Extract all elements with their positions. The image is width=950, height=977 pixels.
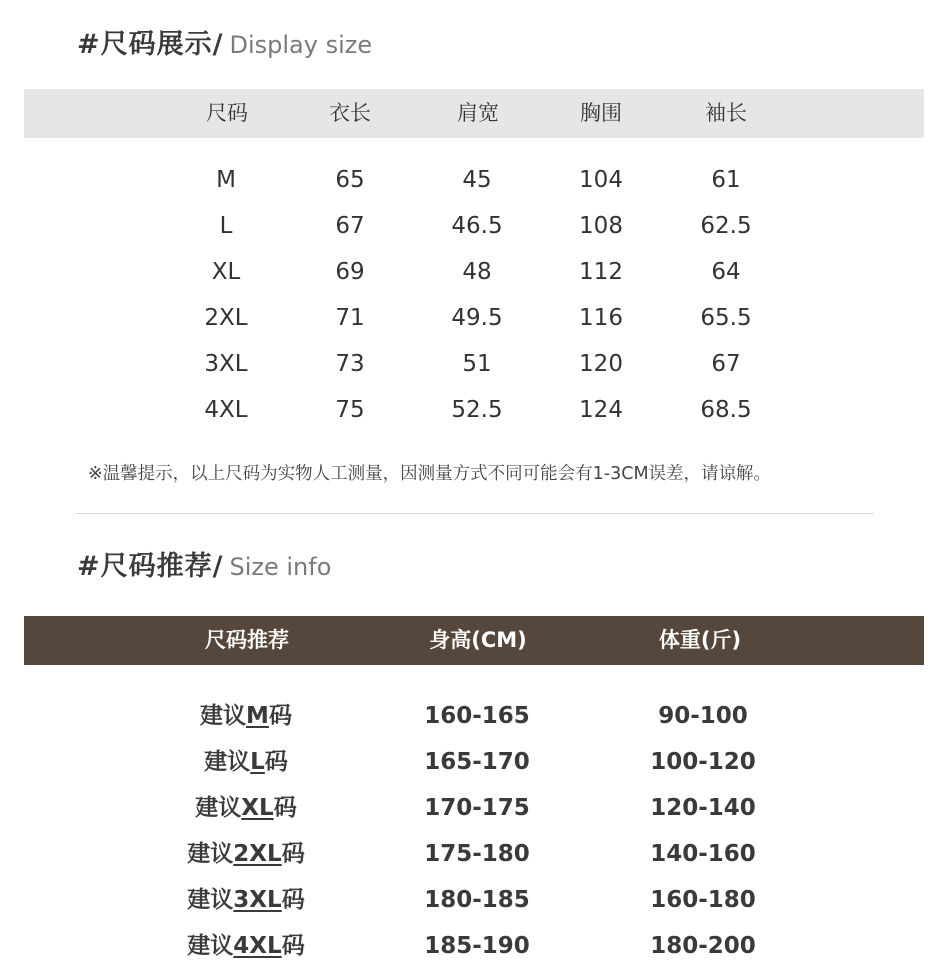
cell-size: 2XL [204, 305, 248, 331]
cell-recommend [204, 739, 288, 785]
cell-weight: 90-100 [658, 703, 748, 729]
recommend-prefix: 建议 [187, 933, 234, 959]
size-display-title-zh: #尺码展示/ [77, 29, 224, 60]
recommend-suffix: 码 [281, 933, 305, 959]
cell-height: 170-175 [424, 795, 530, 821]
cell-chest: 124 [579, 397, 623, 423]
table-row [0, 341, 950, 387]
cell-recommend [195, 785, 296, 831]
recommend-suffix: 码 [273, 795, 297, 821]
header-chest: 胸围 [580, 101, 622, 125]
recommend-suffix: 码 [264, 749, 288, 775]
cell-weight: 140-160 [650, 841, 756, 867]
cell-height: 165-170 [424, 749, 530, 775]
size-display-title [77, 22, 372, 61]
recommend-size: XL [241, 795, 274, 821]
cell-weight: 100-120 [650, 749, 756, 775]
cell-weight: 180-200 [650, 933, 756, 959]
recommend-prefix: 建议 [200, 703, 247, 729]
cell-size: 3XL [204, 351, 248, 377]
recommend-table-header [24, 616, 924, 665]
recommend-prefix: 建议 [187, 841, 234, 867]
cell-length: 69 [335, 259, 365, 285]
section-divider [75, 513, 874, 514]
cell-weight: 160-180 [650, 887, 756, 913]
cell-recommend [187, 831, 304, 877]
recommend-prefix: 建议 [187, 887, 234, 913]
recommend-prefix: 建议 [195, 795, 242, 821]
cell-size: XL [211, 259, 241, 285]
cell-sleeve: 65.5 [700, 305, 752, 331]
cell-sleeve: 61 [711, 167, 741, 193]
header-sleeve: 袖长 [705, 101, 747, 125]
cell-chest: 120 [579, 351, 623, 377]
recommend-size: 2XL [233, 841, 282, 867]
table-row [0, 249, 950, 295]
recommend-prefix: 建议 [204, 749, 251, 775]
table-row [0, 387, 950, 433]
cell-recommend [200, 693, 292, 739]
table-row [0, 785, 950, 831]
cell-length: 67 [335, 213, 365, 239]
cell-height: 160-165 [424, 703, 530, 729]
cell-shoulder: 51 [462, 351, 492, 377]
cell-length: 71 [335, 305, 365, 331]
size-recommend-title-zh: #尺码推荐/ [77, 551, 224, 582]
cell-shoulder: 49.5 [451, 305, 503, 331]
table-row [0, 203, 950, 249]
table-row [0, 739, 950, 785]
size-recommend-title [77, 544, 331, 583]
size-table-header [24, 89, 924, 138]
recommend-size: 3XL [233, 887, 282, 913]
cell-sleeve: 64 [711, 259, 741, 285]
cell-chest: 116 [579, 305, 623, 331]
cell-recommend [187, 923, 304, 969]
header-shoulder: 肩宽 [457, 101, 499, 125]
table-row [0, 877, 950, 923]
recommend-size: M [246, 703, 269, 729]
recommend-suffix: 码 [281, 841, 305, 867]
cell-size: M [216, 167, 236, 193]
cell-size: 4XL [204, 397, 248, 423]
table-row [0, 831, 950, 877]
table-row [0, 295, 950, 341]
cell-recommend [187, 877, 304, 923]
recommend-suffix: 码 [281, 887, 305, 913]
cell-height: 175-180 [424, 841, 530, 867]
cell-chest: 108 [579, 213, 623, 239]
recommend-size: L [250, 749, 265, 775]
cell-height: 180-185 [424, 887, 530, 913]
header-length: 衣长 [329, 101, 371, 125]
header-height: 身高(CM) [429, 628, 527, 652]
cell-length: 75 [335, 397, 365, 423]
cell-sleeve: 62.5 [700, 213, 752, 239]
measurement-note: ※温馨提示，以上尺码为实物人工测量，因测量方式不同可能会有1-3CM误差，请谅解。 [88, 464, 772, 484]
recommend-suffix: 码 [268, 703, 292, 729]
cell-height: 185-190 [424, 933, 530, 959]
cell-length: 65 [335, 167, 365, 193]
size-display-title-en: Display size [229, 31, 373, 59]
cell-shoulder: 46.5 [451, 213, 503, 239]
cell-sleeve: 67 [711, 351, 741, 377]
recommend-size: 4XL [233, 933, 282, 959]
cell-shoulder: 48 [462, 259, 492, 285]
header-recommend: 尺码推荐 [205, 628, 289, 652]
header-weight: 体重(斤) [658, 628, 742, 652]
cell-sleeve: 68.5 [700, 397, 752, 423]
table-row [0, 157, 950, 203]
cell-shoulder: 52.5 [451, 397, 503, 423]
table-row [0, 923, 950, 969]
cell-length: 73 [335, 351, 365, 377]
cell-weight: 120-140 [650, 795, 756, 821]
cell-size: L [219, 213, 233, 239]
cell-chest: 104 [579, 167, 623, 193]
cell-chest: 112 [579, 259, 623, 285]
size-recommend-title-en: Size info [229, 553, 332, 581]
cell-shoulder: 45 [462, 167, 492, 193]
table-row [0, 693, 950, 739]
header-size: 尺码 [206, 101, 248, 125]
